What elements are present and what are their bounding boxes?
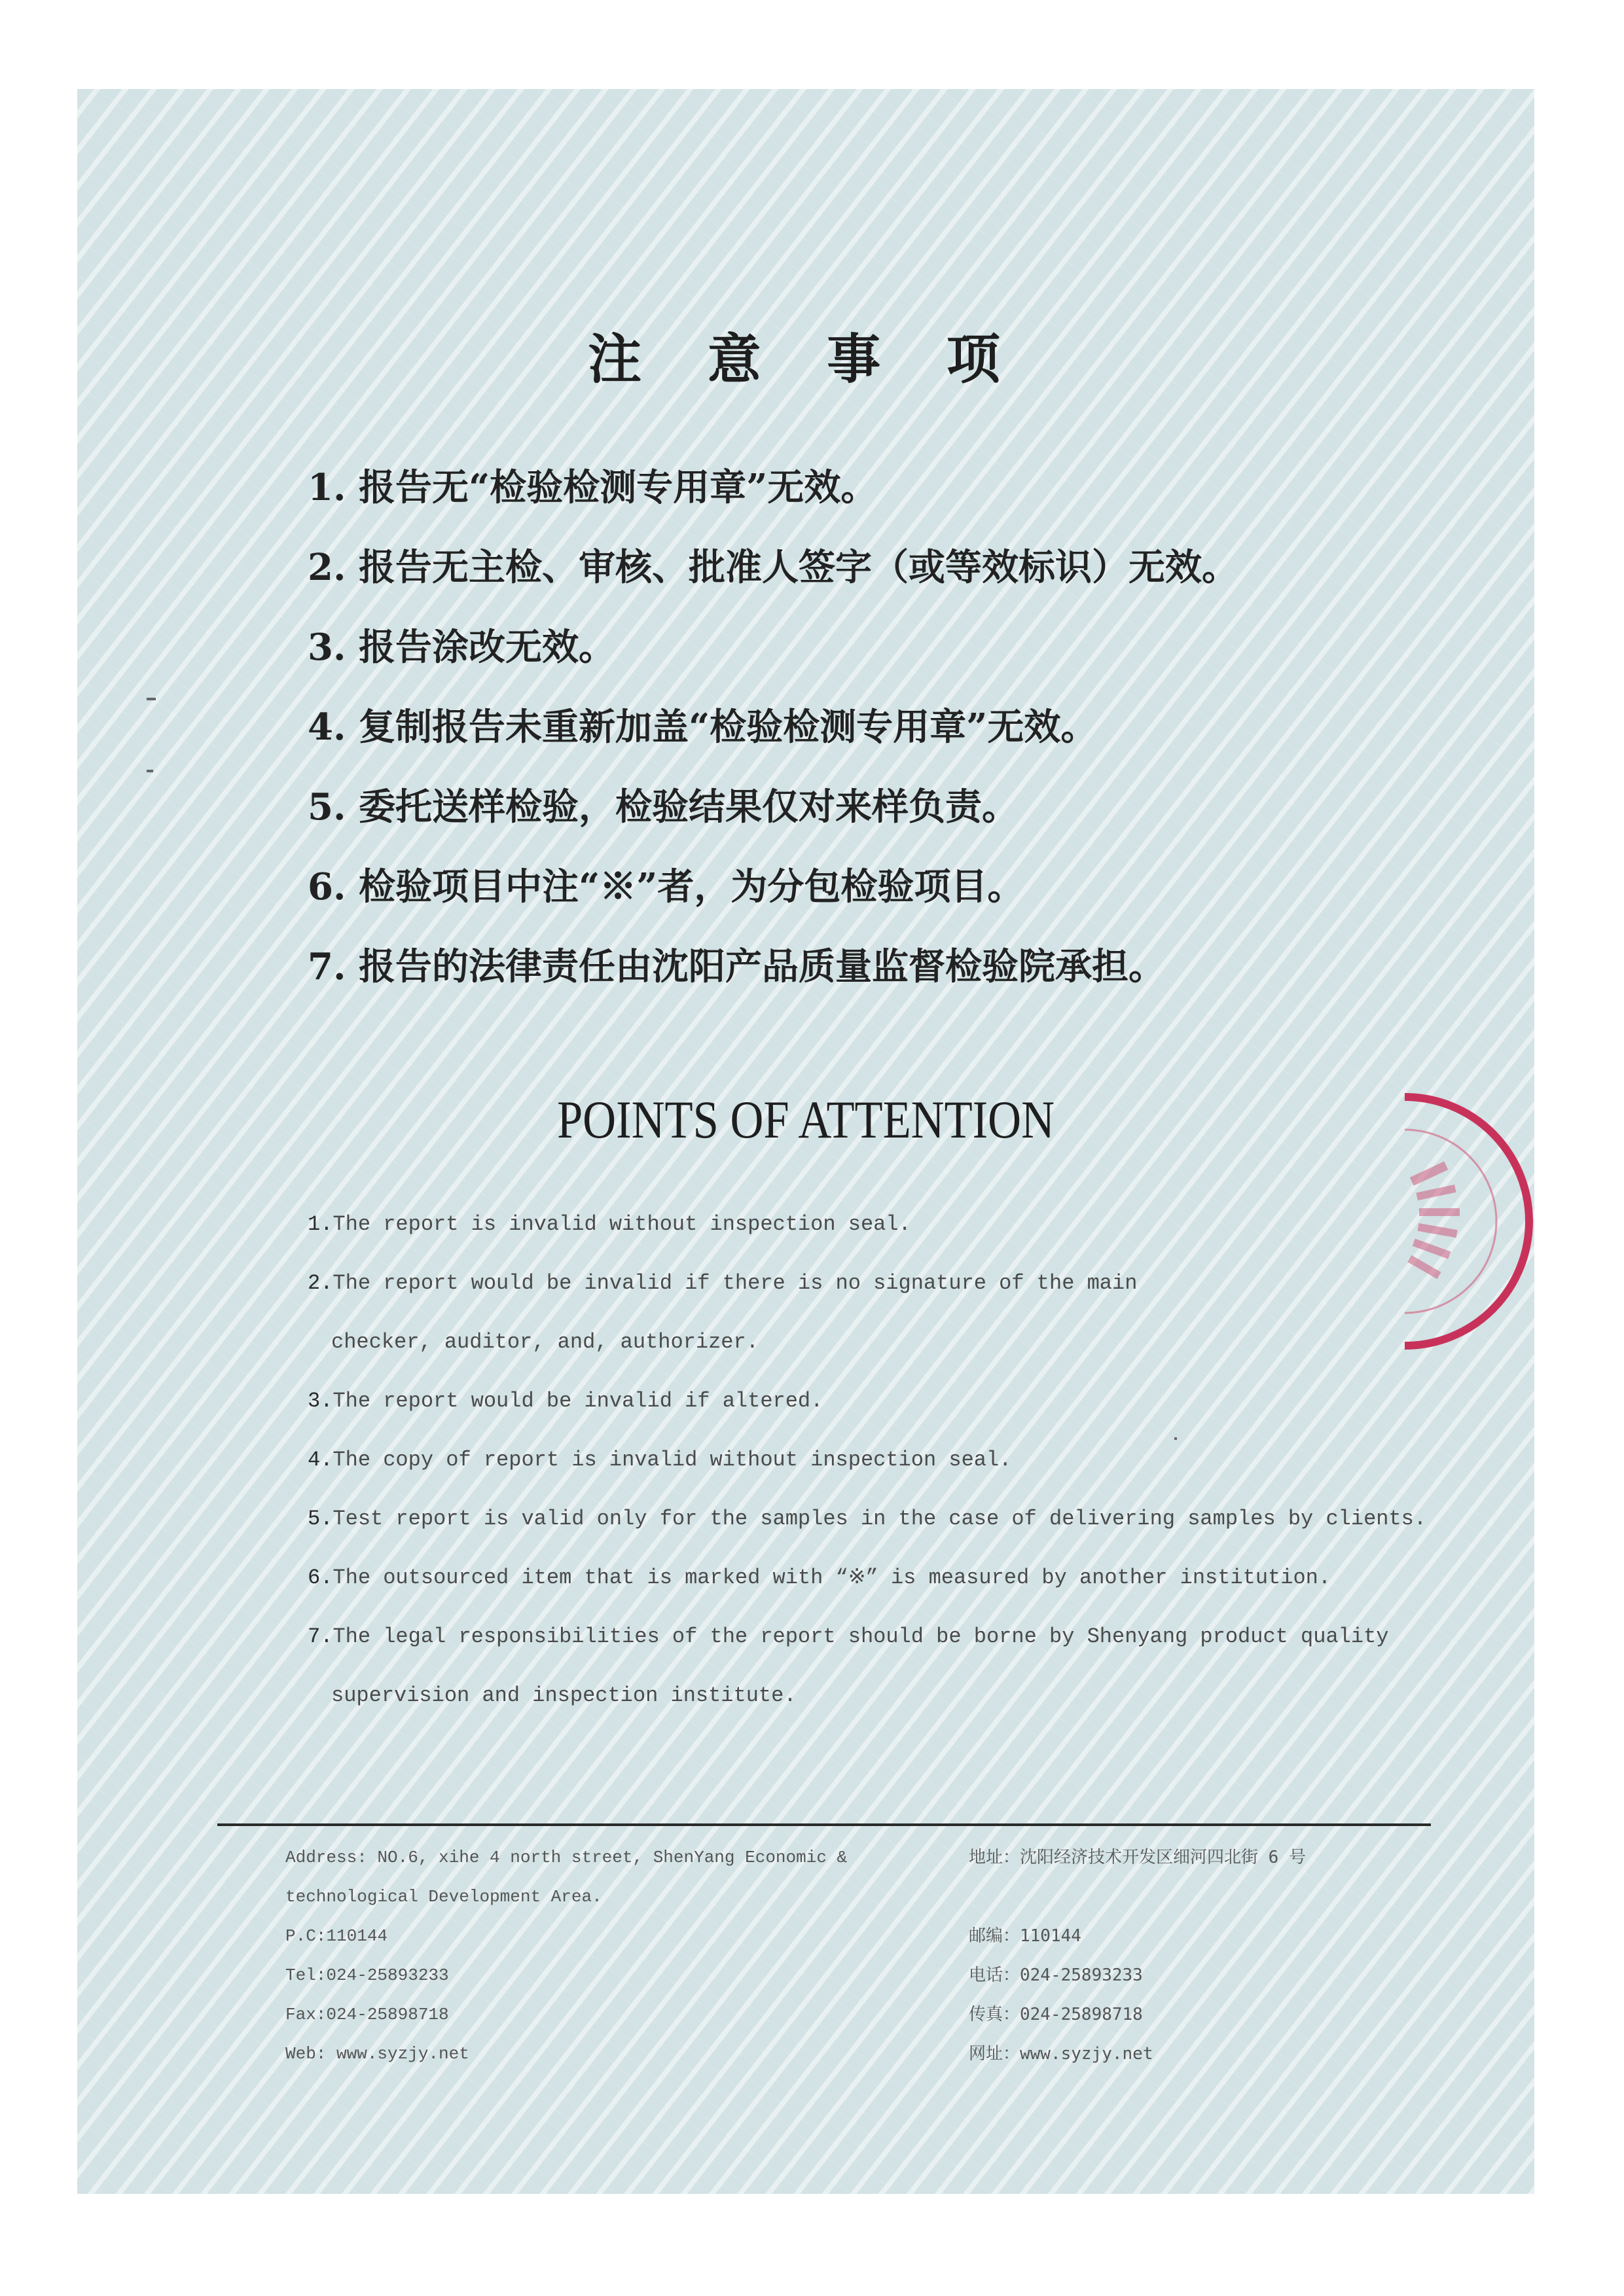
notice-list-cn: [308, 448, 1420, 1007]
notice-item-en: [308, 1254, 1447, 1313]
item-number: 3.: [308, 1389, 333, 1413]
footer-address-en: Address: NO.6, xihe 4 north street, ShenYang Economic &: [285, 1848, 848, 1867]
footer-address-en-continuation: technological Development Area.: [285, 1887, 602, 1907]
notice-item-en: [308, 1549, 1447, 1607]
seal-lettering: [1407, 1161, 1460, 1279]
footer-fax-en: Fax:024-25898718: [285, 2005, 449, 2024]
item-text-continuation: checker, auditor, and, authorizer.: [331, 1330, 759, 1354]
footer-contact-en: [285, 1838, 1005, 2073]
notice-item-cn: 3. 报告涂改无效。: [308, 626, 615, 669]
notice-item-cn: 4. 复制报告未重新加盖“检验检测专用章”无效。: [308, 706, 1098, 749]
footer-fax-cn: 传真：024-25898718: [969, 2005, 1143, 2024]
footer-divider: [217, 1823, 1431, 1826]
seal-outer-ring: [1405, 1097, 1529, 1346]
item-number: 4.: [308, 1448, 333, 1472]
notice-item-cn: 1. 报告无“检验检测专用章”无效。: [308, 466, 878, 509]
notice-item-en: [308, 1490, 1447, 1549]
footer-tel-cn: 电话：024-25893233: [969, 1965, 1143, 1985]
notice-item-en-continuation: [308, 1666, 1447, 1725]
item-number: 1.: [308, 1212, 333, 1236]
footer-postcode-cn: 邮编：110144: [969, 1926, 1081, 1946]
footer-tel-en: Tel:024-25893233: [285, 1965, 449, 1985]
item-text: The report would be invalid if altered.: [333, 1389, 823, 1413]
item-text: The copy of report is invalid without inspection seal.: [333, 1448, 1012, 1472]
notice-item-cn: 7. 报告的法律责任由沈阳产品质量监督检验院承担。: [308, 945, 1165, 988]
footer-address-cn: 地址：沈阳经济技术开发区细河四北街 6 号: [969, 1848, 1306, 1867]
notice-list-en: [308, 1195, 1447, 1725]
item-number: 2.: [308, 1271, 333, 1295]
scan-speck: [147, 698, 156, 700]
notice-item-cn: 6. 检验项目中注“※”者，为分包检验项目。: [308, 865, 1024, 908]
notice-item-en: [308, 1372, 1447, 1431]
item-text: Test report is valid only for the samples in the case of delivering samples by clients.: [333, 1507, 1427, 1531]
item-number: 6.: [308, 1566, 333, 1590]
notice-item-en: [308, 1431, 1447, 1490]
document-sheet: [77, 89, 1534, 2194]
footer-web-en: Web: www.syzjy.net: [285, 2044, 469, 2064]
item-number: 5.: [308, 1507, 333, 1531]
notice-item-en: [308, 1607, 1447, 1666]
scan-speck: [1174, 1437, 1177, 1440]
footer-contact-cn: [969, 1838, 1492, 2073]
item-text: The report would be invalid if there is no signature of the main: [333, 1271, 1138, 1295]
footer-postcode-en: P.C:110144: [285, 1926, 388, 1946]
item-text: The outsourced item that is marked with “※” is measured by another institution.: [333, 1566, 1331, 1590]
scan-speck: [147, 770, 153, 772]
seal-inner-ring: [1405, 1130, 1496, 1313]
item-text-continuation: supervision and inspection institute.: [331, 1683, 797, 1708]
notice-item-cn: 2. 报告无主检、审核、批准人签字（或等效标识）无效。: [308, 546, 1238, 589]
notice-title-cn: 注 意 事 项: [588, 328, 1024, 391]
footer-web-cn: 网址：www.syzjy.net: [969, 2044, 1153, 2064]
notice-item-en-continuation: [308, 1313, 1447, 1372]
item-number: 7.: [308, 1624, 333, 1649]
footer-spacer: [969, 1877, 1492, 1916]
notice-item-cn: 5. 委托送样检验，检验结果仅对来样负责。: [308, 785, 1019, 829]
partial-red-seal-icon: [1379, 1084, 1534, 1359]
item-text: The report is invalid without inspection seal.: [333, 1212, 911, 1236]
notice-title-en: POINTS OF ATTENTION: [556, 1090, 1055, 1149]
item-text: The legal responsibilities of the report should be borne by Shenyang product quality: [333, 1624, 1389, 1649]
notice-item-en: [308, 1195, 1447, 1254]
